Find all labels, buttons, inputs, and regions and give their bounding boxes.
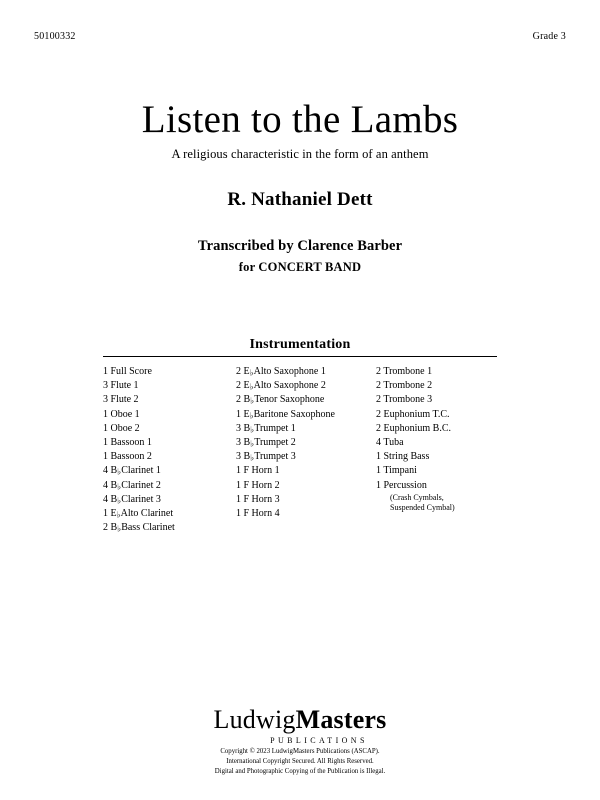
publisher-logo <box>0 705 600 745</box>
page-title: Listen to the Lambs <box>141 98 459 141</box>
instrumentation-item: 4 $B_♭Clarinet$ 2 <box>103 479 161 492</box>
instrumentation-item: 2 $B_♭Tenor$ Saxophone <box>236 394 325 406</box>
instrumentation-item: 1 Bassoon 1 <box>103 436 152 448</box>
instrumentation-divider <box>103 356 497 357</box>
title-block <box>0 100 600 275</box>
instrumentation-item: 3 $B_♭Trumpet$ 2 <box>236 436 296 449</box>
instrumentation-item: 3 $B_♭Trumpet$ 1 <box>236 422 296 435</box>
flat-symbol: ♭ <box>117 466 122 477</box>
composer-name: R. Nathaniel Dett <box>227 188 373 210</box>
instrumentation-item: 4 $B_♭Clarinet$ 1 <box>103 465 161 477</box>
flat-symbol: ♭ <box>250 424 255 435</box>
instrumentation-item: 2 Euphonium B.C. <box>376 422 452 434</box>
flat-symbol: ♭ <box>249 410 254 421</box>
grade-level: Grade 3 <box>532 31 566 42</box>
copyright-notice <box>0 747 600 777</box>
flat-symbol: ♭ <box>250 452 255 463</box>
instrumentation-item: 1 Oboe 1 <box>103 408 140 420</box>
instrumentation-item: 1 F Horn 2 <box>236 479 280 491</box>
instrumentation-item: 4 Tuba <box>376 436 404 448</box>
instrumentation-section <box>103 337 497 535</box>
flat-symbol: ♭ <box>117 523 122 534</box>
instrumentation-item: 2 $E_♭Alto$ Saxophone 1 <box>236 366 326 378</box>
flat-symbol: ♭ <box>117 481 122 492</box>
instrumentation-subitem: (Crash Cymbals, <box>390 492 444 502</box>
instrumentation-item: 1 Full Score <box>103 366 152 377</box>
instrumentation-item: 1 $E_♭Baritone$ Saxophone <box>236 408 335 421</box>
instrumentation-item: 4 $B_♭Clarinet$ 3 <box>103 493 161 506</box>
instrumentation-item: 1 Bassoon 2 <box>103 451 152 463</box>
ensemble-type: for CONCERT BAND <box>238 259 362 274</box>
flat-symbol: ♭ <box>250 438 255 449</box>
publisher-name-part1: Ludwig <box>213 705 296 734</box>
copyright-line-2: International Copyright Secured. All Rights Reserved. <box>226 758 374 766</box>
page-header <box>34 31 566 42</box>
instrumentation-item: 3 Flute 2 <box>103 394 139 406</box>
instrumentation-column <box>103 365 236 535</box>
publisher-subtitle: PUBLICATIONS <box>270 736 368 745</box>
publisher-name <box>0 705 600 735</box>
copyright-line-1: Copyright © 2023 LudwigMasters Publications (ASCAP). <box>220 748 380 756</box>
instrumentation-heading: Instrumentation <box>249 337 351 352</box>
instrumentation-item: 2 Trombone 3 <box>376 394 433 406</box>
instrumentation-item: 1 String Bass <box>376 451 430 463</box>
instrumentation-item: 2 Euphonium T.C. <box>376 408 450 420</box>
instrumentation-item: 2 $E_♭Alto$ Saxophone 2 <box>236 380 326 392</box>
instrumentation-item: 2 Trombone 1 <box>376 366 433 377</box>
instrumentation-item: 1 F Horn 3 <box>236 493 280 505</box>
instrumentation-item: 3 $B_♭Trumpet$ 3 <box>236 451 296 463</box>
instrumentation-item: 1 Oboe 2 <box>103 422 140 434</box>
publisher-name-part2: Masters <box>295 705 387 734</box>
catalog-number: 50100332 <box>34 31 76 42</box>
flat-symbol: ♭ <box>250 395 255 406</box>
instrumentation-subitem: Suspended Cymbal) <box>390 503 455 513</box>
copyright-line-3: Digital and Photographic Copying of the Publication is Illegal. <box>214 768 386 776</box>
instrumentation-item: 1 Timpani <box>376 465 417 477</box>
instrumentation-item: 2 $B_♭Bass$ Clarinet <box>103 522 175 534</box>
flat-symbol: ♭ <box>117 495 122 506</box>
transcriber-credit: Transcribed by Clarence Barber <box>197 237 403 254</box>
instrumentation-item: 2 Trombone 2 <box>376 380 433 392</box>
subtitle: A religious characteristic in the form of an anthem <box>171 146 429 161</box>
instrumentation-item: 3 Flute 1 <box>103 380 139 392</box>
instrumentation-item: 1 $E_♭Alto$ Clarinet <box>103 507 174 520</box>
instrumentation-column <box>236 365 376 535</box>
instrumentation-item: 1 Percussion <box>376 479 427 491</box>
flat-symbol: ♭ <box>249 381 254 392</box>
instrumentation-item: 1 F Horn 1 <box>236 465 280 477</box>
flat-symbol: ♭ <box>249 367 254 378</box>
instrumentation-column <box>376 365 497 535</box>
instrumentation-item: 1 F Horn 4 <box>236 507 280 519</box>
flat-symbol: ♭ <box>116 509 121 520</box>
instrumentation-columns <box>103 365 497 535</box>
